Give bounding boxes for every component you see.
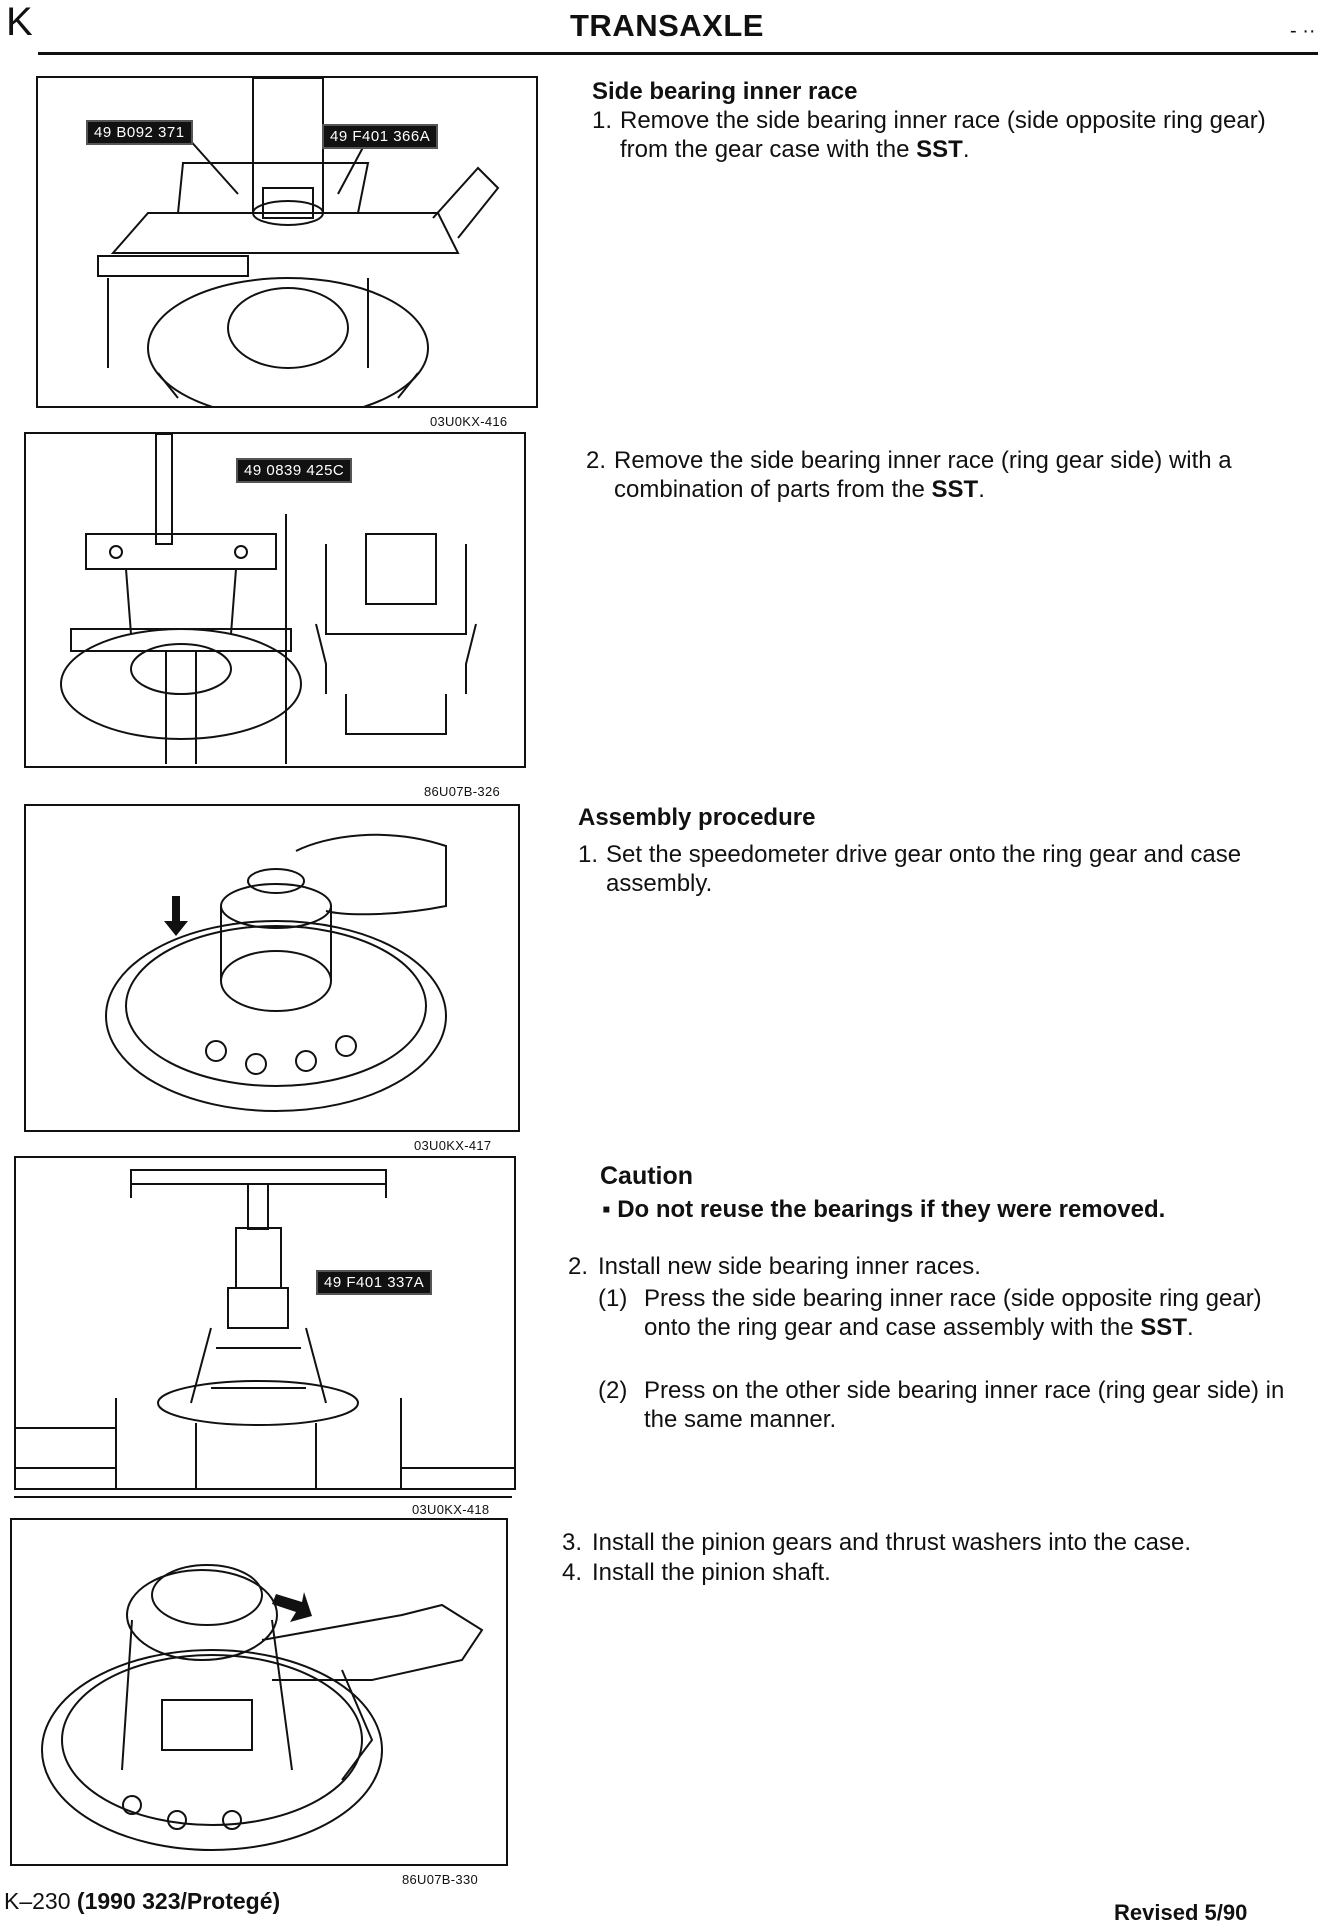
tool-label: 49 F401 366A — [322, 124, 438, 149]
step-number: 4. — [562, 1559, 583, 1586]
substep-text-body: Press the side bearing inner race (side opposite ring gear) onto the ring gear and case assembly with the — [644, 1285, 1262, 1341]
step-number: 2. — [586, 447, 607, 474]
step-text-body: Remove the side bearing inner race (side opposite ring gear) from the gear case with the — [620, 107, 1266, 163]
page-title: TRANSAXLE — [570, 8, 764, 43]
figure-code: 86U07B-326 — [424, 784, 500, 799]
caution-title: Caution — [600, 1162, 694, 1190]
figure-divider — [14, 1496, 512, 1498]
figure-4-illustration — [16, 1158, 514, 1488]
vehicle-model: (1990 323/Protegé) — [76, 1888, 281, 1914]
corner-mark: - ·· — [1290, 20, 1316, 42]
step-number: 2. — [568, 1253, 589, 1280]
figure-5 — [10, 1518, 508, 1866]
figure-code: 03U0KX-416 — [430, 414, 508, 429]
tool-label: 49 B092 371 — [86, 120, 193, 145]
bullet-icon: ▪ — [602, 1196, 611, 1223]
page-number: K–230 — [4, 1888, 71, 1914]
step-text: Remove the side bearing inner race (side opposite ring gear) from the gear case with the SST. — [620, 107, 1266, 163]
substep-number: (2) — [598, 1377, 628, 1404]
tool-label: 49 0839 425C — [236, 458, 352, 483]
step-text: Remove the side bearing inner race (ring gear side) with a combination of parts from the SST. — [614, 447, 1232, 503]
substep-text: Press the side bearing inner race (side opposite ring gear) onto the ring gear and case assembly with the SST. — [644, 1285, 1262, 1341]
figure-2 — [24, 432, 526, 768]
caution-text: Do not reuse the bearings if they were removed. — [617, 1196, 1166, 1223]
step-text: Install new side bearing inner races. — [598, 1253, 981, 1280]
figure-code: 86U07B-330 — [402, 1872, 478, 1887]
substep-text: Press on the other side bearing inner race (ring gear side) in the same manner. — [644, 1377, 1285, 1433]
figure-4 — [14, 1156, 516, 1490]
header-rule — [38, 52, 1318, 55]
sst-reference: SST — [1140, 1314, 1187, 1341]
footer-page-info — [4, 1888, 280, 1915]
figure-code: 03U0KX-418 — [412, 1502, 490, 1517]
figure-3 — [24, 804, 520, 1132]
sst-reference: SST — [931, 476, 979, 503]
section-heading: Side bearing inner race — [592, 78, 858, 105]
figure-1 — [36, 76, 538, 408]
revision-date: Revised 5/90 — [1114, 1900, 1248, 1925]
figure-5-illustration — [12, 1520, 506, 1864]
step-number: 3. — [562, 1529, 583, 1556]
section-letter: K — [6, 0, 33, 44]
tool-label: 49 F401 337A — [316, 1270, 432, 1295]
step-text: Install the pinion gears and thrust washers into the case. — [592, 1529, 1192, 1556]
section-heading: Assembly procedure — [578, 804, 816, 831]
figure-3-illustration — [26, 806, 518, 1130]
figure-2-illustration — [26, 434, 524, 766]
step-text-body: Remove the side bearing inner race (ring gear side) with a combination of parts from the — [614, 447, 1232, 503]
step-number: 1. — [592, 107, 613, 134]
sst-reference: SST — [916, 136, 963, 163]
caution-item — [602, 1196, 1312, 1224]
step-text: Install the pinion shaft. — [592, 1559, 831, 1586]
substep-number: (1) — [598, 1285, 628, 1312]
step-text: Set the speedometer drive gear onto the ring gear and case assembly. — [606, 841, 1242, 897]
step-number: 1. — [578, 841, 599, 868]
figure-code: 03U0KX-417 — [414, 1138, 492, 1153]
